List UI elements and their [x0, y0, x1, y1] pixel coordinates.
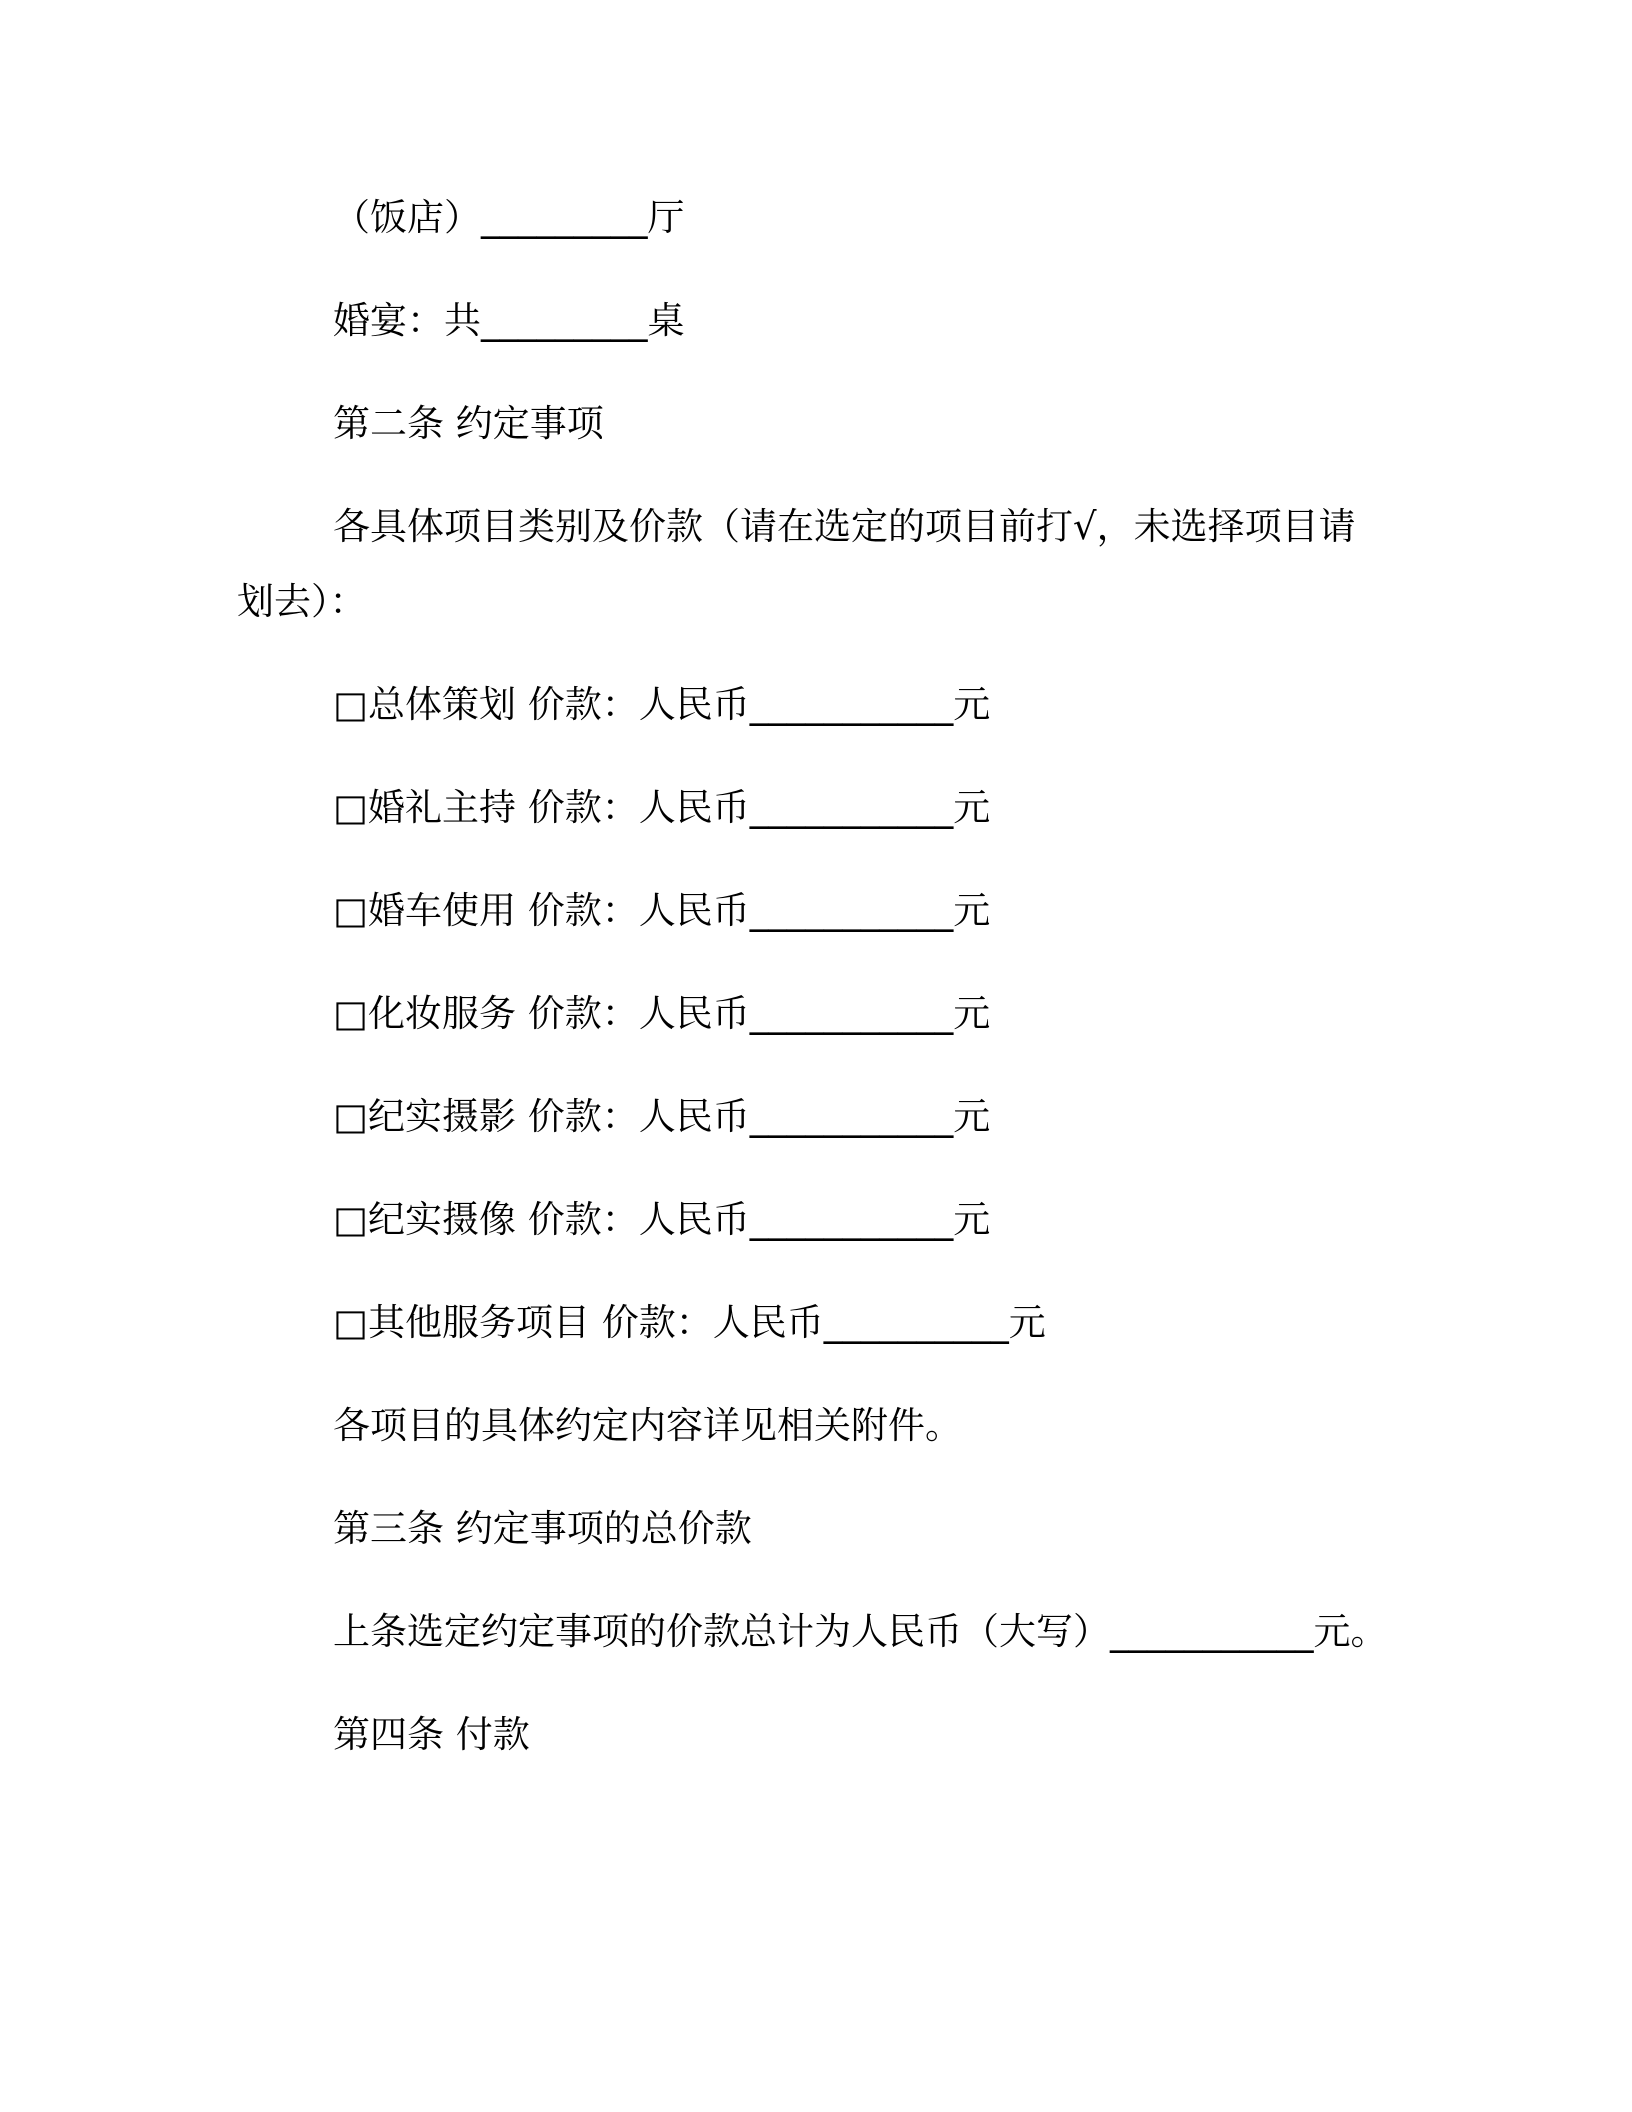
- fill-in-blank: _________: [481, 196, 648, 239]
- service-name: 纪实摄像: [367, 1198, 516, 1241]
- banquet-tables-line: [237, 283, 1487, 358]
- total-price-line: [237, 1594, 1487, 1669]
- fill-in-blank: ___________: [749, 683, 954, 726]
- service-item-videography: [237, 1182, 1487, 1257]
- fill-in-blank: ___________: [1110, 1610, 1314, 1653]
- price-label: 价款：人民币: [527, 683, 750, 726]
- service-item-wedding-car: [237, 873, 1487, 948]
- price-label: 价款：人民币: [527, 1198, 750, 1241]
- price-label: 价款：人民币: [527, 786, 750, 829]
- price-unit: 元: [953, 1095, 991, 1138]
- fill-in-blank: ___________: [749, 889, 954, 932]
- service-item-host: [237, 770, 1487, 845]
- checkbox-icon: □: [333, 992, 368, 1035]
- checkbox-icon: □: [333, 1301, 368, 1344]
- price-unit: 元: [953, 992, 991, 1035]
- checkbox-icon: □: [333, 683, 368, 726]
- venue-prefix: （饭店）: [333, 196, 481, 239]
- service-item-other: [237, 1285, 1487, 1360]
- document-page: [237, 180, 1487, 1800]
- service-item-photography: [237, 1079, 1487, 1154]
- annex-note: 各项目的具体约定内容详见相关附件。: [333, 1404, 962, 1447]
- service-name: 总体策划: [367, 683, 516, 726]
- service-item-planning: [237, 667, 1487, 742]
- venue-hall-line: [237, 180, 1487, 255]
- article-2-heading: 第二条 约定事项: [333, 402, 604, 445]
- price-label: 价款：人民币: [527, 1095, 750, 1138]
- service-name: 婚车使用: [367, 889, 516, 932]
- fill-in-blank: ___________: [749, 992, 954, 1035]
- article-4-heading: 第四条 付款: [333, 1713, 530, 1756]
- total-price-prefix: 上条选定约定事项的价款总计为人民币（大写）: [333, 1610, 1110, 1653]
- price-unit: 元: [953, 786, 991, 829]
- service-name: 化妆服务: [367, 992, 516, 1035]
- banquet-prefix: 婚宴：共: [333, 299, 481, 342]
- price-unit: 元: [953, 1198, 991, 1241]
- fill-in-blank: ___________: [749, 1095, 954, 1138]
- price-unit: 元: [953, 889, 991, 932]
- service-intro-line-2: 划去）：: [237, 580, 367, 623]
- service-intro-line-1: 各具体项目类别及价款（请在选定的项目前打√，未选择项目请: [333, 505, 1356, 548]
- fill-in-blank: ___________: [749, 786, 954, 829]
- article-3-heading: 第三条 约定事项的总价款: [333, 1507, 752, 1550]
- venue-suffix: 厅: [647, 196, 685, 239]
- service-name: 其他服务项目: [367, 1301, 590, 1344]
- checkbox-icon: □: [333, 786, 368, 829]
- price-unit: 元: [1008, 1301, 1046, 1344]
- service-name: 婚礼主持: [367, 786, 516, 829]
- price-label: 价款：人民币: [601, 1301, 824, 1344]
- banquet-suffix: 桌: [647, 299, 685, 342]
- service-intro-paragraph: [237, 489, 1487, 639]
- fill-in-blank: ___________: [749, 1198, 954, 1241]
- fill-in-blank: _________: [481, 299, 648, 342]
- service-item-makeup: [237, 976, 1487, 1051]
- fill-in-blank: __________: [823, 1301, 1009, 1344]
- price-label: 价款：人民币: [527, 889, 750, 932]
- price-unit: 元: [953, 683, 991, 726]
- checkbox-icon: □: [333, 1198, 368, 1241]
- checkbox-icon: □: [333, 889, 368, 932]
- price-label: 价款：人民币: [527, 992, 750, 1035]
- checkbox-icon: □: [333, 1095, 368, 1138]
- total-price-unit: 元。: [1313, 1610, 1388, 1653]
- service-name: 纪实摄影: [367, 1095, 516, 1138]
